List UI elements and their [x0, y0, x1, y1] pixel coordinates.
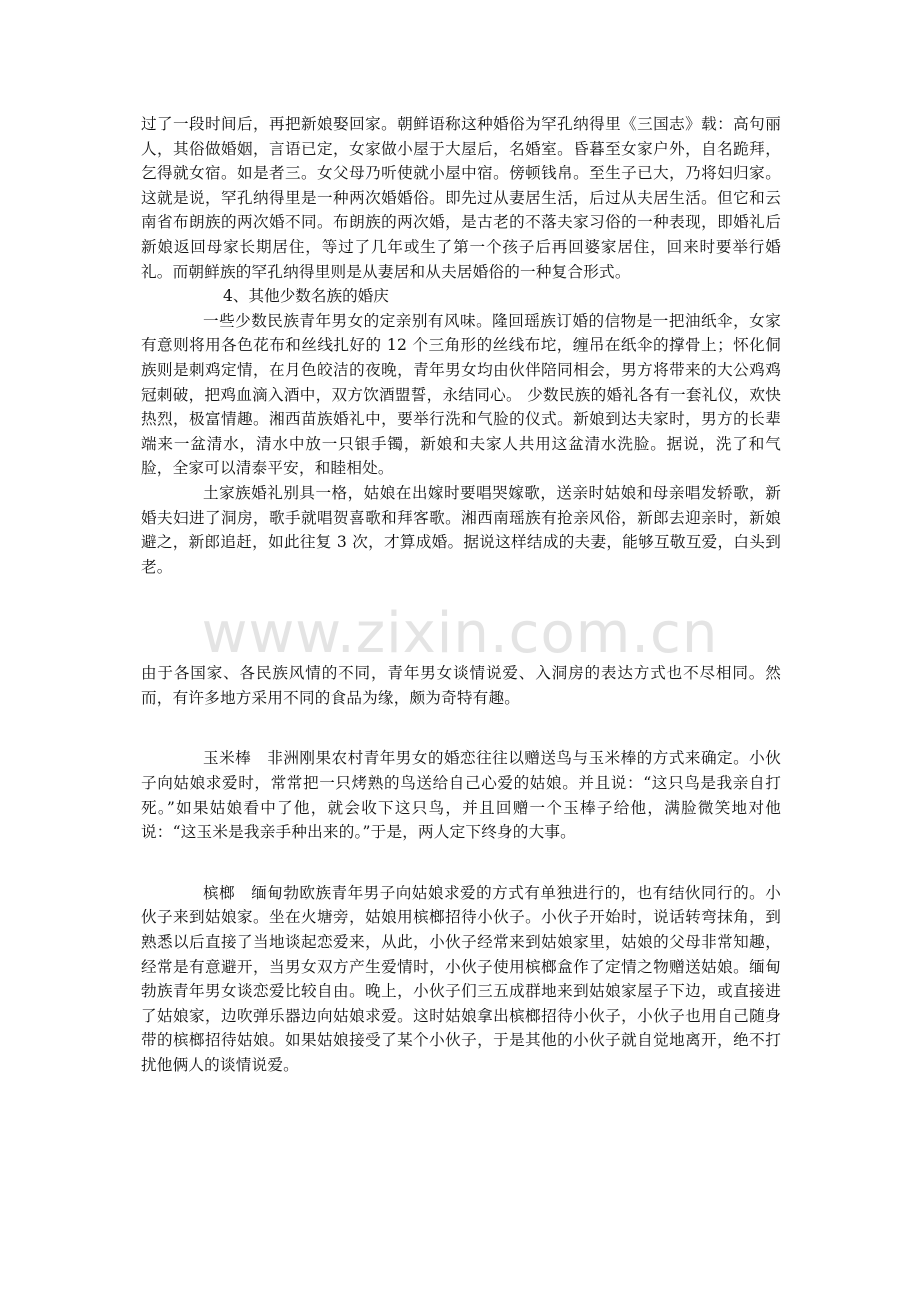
watermark: www.zixin.com.cn [201, 601, 719, 666]
paragraph-betel-nut: 槟榔 缅甸勃欧族青年男子向姑娘求爱的方式有单独进行的，也有结伙同行的。小伙子来到姑娘家。坐在火塘旁，姑娘用槟榔招待小伙子。小伙子开始时，说话转弯抹角，到熟悉以后直接了当地谈起恋爱来，从此，小伙子经常来到姑娘家里，姑娘的父母非常知趣，经常是有意避开，当男女双方产生爱情时，小伙子使用槟榔盒作了定情之物赠送姑娘。缅甸勃族青年男女谈恋爱比较自由。晚上，小伙子们三五成群地来到姑娘家屋子下边，或直接进了姑娘家，边吹弹乐器边向姑娘求爱。这时姑娘拿出槟榔招待小伙子，小伙子也用自己随身带的槟榔招待姑娘。如果姑娘接受了某个小伙子，于是其他的小伙子就自觉地离开，绝不打扰他俩人的谈情说爱。 [141, 883, 781, 1074]
paragraph-corn-cob: 玉米棒 非洲刚果农村青年男女的婚恋往往以赠送鸟与玉米棒的方式来确定。小伙子向姑娘求爱时，常常把一只烤熟的鸟送给自己心爱的姑娘。并且说：“这只鸟是我亲自打死。”如果姑娘看中了他，就会收下这只鸟，并且回赠一个玉棒子给他，满脸微笑地对他说：“这玉米是我亲手种出来的。”于是，两人定下终身的大事。 [141, 749, 781, 842]
paragraph-korean-marriage: 过了一段时间后，再把新娘娶回家。朝鲜语称这种婚俗为罕孔纳得里《三国志》载：高句丽人，其俗做婚姻，言语已定，女家做小屋于大屋后，名婚室。昏暮至女家户外，自名跪拜，乞得就女宿。如是者三。女父母乃听使就小屋中宿。傍顿钱帛。至生子已大，乃将妇归家。这就是说，罕孔纳得里是一种两次婚婚俗。即先过从妻居生活，后过从夫居生活。但它和云南省布朗族的两次婚不同。布朗族的两次婚，是古老的不落夫家习俗的一种表现，即婚礼后新娘返回母家长期居住，等过了几年或生了第一个孩子后再回婆家居住，回来时要举行婚礼。而朝鲜族的罕孔纳得里则是从妻居和从夫居婚俗的一种复合形式。 [141, 115, 781, 281]
paragraph-minority-engagement: 一些少数民族青年男女的定亲别有风味。隆回瑶族订婚的信物是一把油纸伞，女家有意则将用各色花布和丝线扎好的 12 个三角形的丝线布坨，缠吊在纸伞的撑骨上；怀化侗族则是刺鸡定情，在月色皎洁的夜晚，青年男女均由伙伴陪同相会，男方将带来的大公鸡鸡冠刺破，把鸡血滴入酒中，双方饮酒盟誓，永结同心。 少数民族的婚礼各有一套礼仪，欢快热烈，极富情趣。湘西苗族婚礼中，要举行洗和气脸的仪式。新娘到达夫家时，男方的长辈端来一盆清水，清水中放一只银手镯，新娘和夫家人共用这盆清水洗脸。据说，洗了和气脸，全家可以清泰平安，和睦相处。 [141, 311, 781, 478]
spacer [141, 710, 781, 746]
spacer [141, 845, 781, 881]
document-body [141, 112, 781, 1078]
paragraph-tujia-wedding: 土家族婚礼别具一格，姑娘在出嫁时要唱哭嫁歌，送亲时姑娘和母亲唱发轿歌，新婚夫妇进了洞房，歌手就唱贺喜歌和拜客歌。湘西南瑶族有抢亲风俗，新郎去迎亲时，新娘避之，新郎追赶，如此往复 3 次，才算成婚。据说这样结成的夫妻，能够互敬互爱，白头到老。 [141, 483, 781, 576]
section-heading-4: 4、其他少数名族的婚庆 [223, 287, 389, 306]
paragraph-food-intro: 由于各国家、各民族风情的不同，青年男女谈情说爱、入洞房的表达方式也不尽相同。然而，有许多地方采用不同的食品为缘，颇为奇特有趣。 [141, 664, 781, 707]
spacer [141, 579, 781, 661]
